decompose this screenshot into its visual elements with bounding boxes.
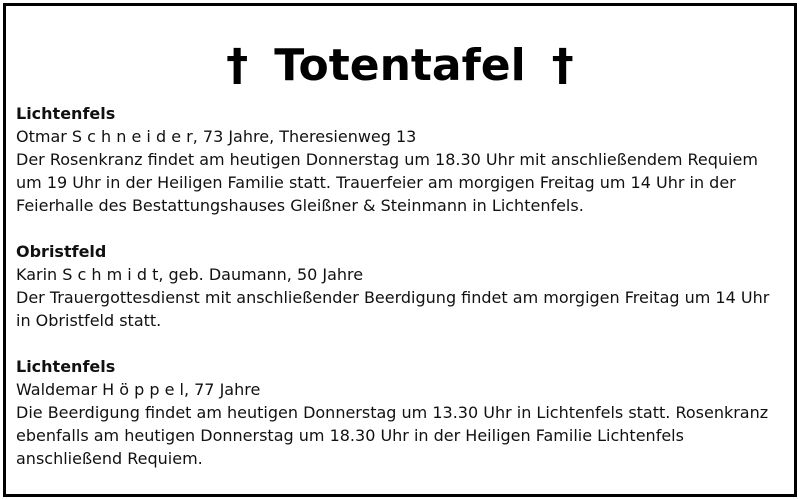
place-heading: Lichtenfels	[16, 357, 116, 376]
cross-icon: †	[226, 40, 249, 91]
cross-icon: †	[551, 40, 574, 91]
place-heading: Obristfeld	[16, 242, 107, 261]
title-text: Totentafel	[274, 40, 526, 91]
service-details: Der Rosenkranz findet am heutigen Donnerstag um 18.30 Uhr mit anschließendem Requiem um 19 Uhr in der Heiligen Familie statt. Trauerfeier am morgigen Freitag um 14 Uhr in der Feierhalle des Bestattungshauses Gleißner & Steinmann in Lichtenfels.	[16, 150, 758, 215]
place-heading: Lichtenfels	[16, 104, 116, 123]
obituary-entry	[16, 240, 786, 332]
notice-board-frame	[3, 3, 797, 497]
page-title	[6, 38, 794, 94]
service-details: Der Trauergottesdienst mit anschließender Beerdigung findet am morgigen Freitag um 14 Uhr in Obristfeld statt.	[16, 288, 770, 330]
deceased-name: Waldemar H ö p p e l, 77 Jahre	[16, 380, 261, 399]
obituary-list	[16, 102, 786, 493]
deceased-name: Otmar S c h n e i d e r, 73 Jahre, Theresienweg 13	[16, 127, 417, 146]
obituary-entry	[16, 102, 786, 217]
service-details: Die Beerdigung findet am heutigen Donnerstag um 13.30 Uhr in Lichtenfels statt. Rosenkranz ebenfalls am heutigen Donnerstag um 18.30 Uhr in der Heiligen Familie Lichtenfels anschließend Requiem.	[16, 403, 769, 468]
deceased-name: Karin S c h m i d t, geb. Daumann, 50 Jahre	[16, 265, 364, 284]
obituary-entry	[16, 355, 786, 470]
